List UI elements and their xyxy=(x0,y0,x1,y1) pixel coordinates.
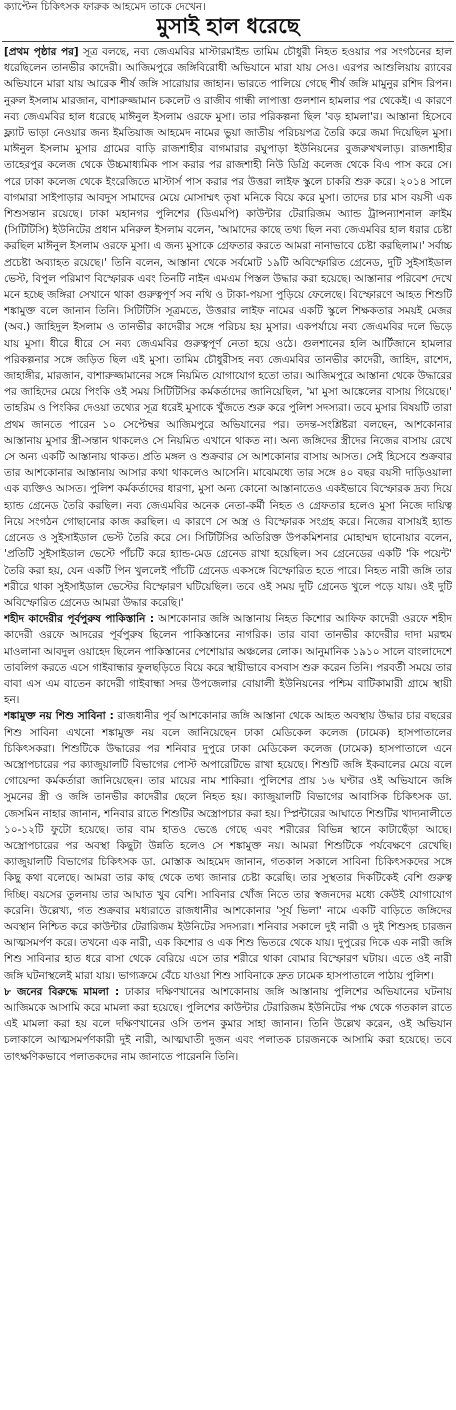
article-paragraph xyxy=(4,44,452,611)
paragraph-text: সূত্র বলছে, নব্য জেএমবির মাস্টারমাইন্ড তামিম চৌধুরী নিহত হওয়ার পর সংগঠনের হাল ধরেছিলেন তানভীর কাদেরী। আজিমপুরে জঙ্গিবিরোধী অভিযানে মারা যায় সেও। এরপর আশুলিয়ায় র‍্যাবের অভিযানে মারা যায় আরেক শীর্ষ জঙ্গি সারোয়ার জাহান। ভারতে পালিয়ে গেছে শীর্ষ জঙ্গি মামুনুর রশিদ রিপন। নুরুল ইসলাম মারজান, বাশারুজ্জামান চকলেট ও রাজীব গান্ধী লাপাত্তা গুলশান হামলার পর থেকেই। এ কারণে নব্য জেএমবির হাল ধরেছে মাঈনুল ইসলাম ওরফে মুসা। তার পরিকল্পনা ছিল 'বড় হামলা'র। আস্তানা হিসেবে ফ্ল্যাট ভাড়া নেওয়ার জন্য ইমতিয়াজ আহমেদ নামের ভুয়া জাতীয় পরিচয়পত্র তৈরি করে জমা দিয়েছিল মুসা। মাঈনুল ইসলাম মুসার গ্রামের বাড়ি রাজশাহীর বাগমারার রঘুপাড়া ইউনিয়নের বুজরুখখলাড়। রাজশাহীর তাহেরপুর কলেজ থেকে উচ্চমাধ্যমিক পাস করার পর রাজশাহী নিউ ডিগ্রি কলেজ থেকে বিএ পাস করে সে। পরে ঢাকা কলেজ থেকে ইংরেজিতে মাস্টার্স পাস করার পর উত্তরা লাইফ স্কুলে চাকরি শুরু করে। ২০১৪ সালে বাগমারা সাইপাড়ার আবদুস সামাদের মেয়ে মোসাম্মৎ তৃষা মনিকে বিয়ে করে মুসা। তাদের চার মাস বয়সী এক শিশুসন্তান রয়েছে। ঢাকা মহানগর পুলিশের (ডিএমপি) কাউন্টার টেরারিজম অ্যান্ড ট্রান্সন্যাশনাল ক্রাইম (সিটিটিসি) ইউনিটের প্রধান মনিরুল ইসলাম বলেন, 'আমাদের কাছে তথ্য ছিল নব্য জেএমবির হাল ধরার চেষ্টা করছিল মাঈনুল ইসলাম ওরফে মুসা। এ জন্য মুসাকে গ্রেফতার করতে আমরা নানাভাবে চেষ্টা করছিলাম।' সর্বাচ্চ প্রচেষ্টা অব্যাহত রয়েছে।' তিনি বলেন, আস্তানা থেকে সর্বমোট ১৯টি অবিস্ফোরিত গ্রেনেড, দুটি সুইসাইডাল ভেস্ট, বিপুল পরিমাণ বিস্ফোরক এবং তিনটি নাইন এমএম পিস্তল উদ্ধার করা হয়েছে। আস্তানার পরিবেশ দেখে মনে হচ্ছে জঙ্গিরা সেখানে থাকা গুরুত্বপূর্ণ সব নথি ও টাকা-পয়সা পুড়িয়ে ফেলেছে। বিস্ফোরণে আহত শিশুটি শঙ্কামুক্ত বলে জানান তিনি। সিটিটিসি সূত্রমতে, উত্তরার লাইফ নামের একটি স্কুলে শিক্ষকতার সময়ই মেজর (অব.) জাহিদুল ইসলাম ও তানভীর কাদেরীর সঙ্গে পরিচয় হয় মুসার। একপর্যায়ে নব্য জেএমবির দলে ভিড়ে যায় মুসা। ধীরে ধীরে সে নব্য জেএমবির গুরুত্বপূর্ণ নেতা হয়ে ওঠে। গুলশানের হলি আর্টিজানে হামলার পরিকল্পনার সঙ্গে জড়িত ছিল এই মুসা। তামিম চৌধুরীসহ নব্য জেএমবির তানভীর কাদেরী, জাহিদ, রাশেদ, জাহাঙ্গীর, মারজান, বাশারুজ্জামানের সঙ্গে নিয়মিত যোগাযোগ হতো তার। আজিমপুরে আস্তানা থেকে উদ্ধারের পর জাহিদের মেয়ে পিংকি ওই সময় সিটিটিসির কর্মকর্তাদের জানিয়েছিল, 'মা মুসা আঙ্কেলের বাসায় গিয়েছে।' তাহরিম ও পিংকির দেওয়া তথ্যের সূত্র ধরেই মুসাকে খুঁজতে শুরু করে পুলিশ সদস্যরা। তবে মুসার বিষয়টি তারা প্রথম জানতে পারেন ১০ সেপ্টেম্বর আজিমপুরে অভিযানের পর। তদন্ত-সংশ্লিষ্টরা বলছেন, আশকোনার আস্তানায় মুসার স্ত্রী-সন্তান থাকলেও সে নিয়মিত এখানে থাকত না। অন্য জঙ্গিদের স্ত্রীদের নিজের বাসায় রেখে সে অন্য একটি আস্তানায় থাকত। প্রতি মঙ্গল ও শুক্রবার সে আশকোনার বাসায় আসত। সেই হিসেবে শুক্রবার তার আশকোনার আস্তানায় আসার কথা থাকলেও আসেনি। মাঝেমধ্যে তার সঙ্গে ৪০ বছর বয়সী দাড়িওয়ালা এক ব্যক্তিও আসত। পুলিশ কর্মকর্তাদের ধারণা, মুসা অন্য কোনো আস্তানাতেও একইভাবে বিস্ফোরক দ্রব্য দিয়ে হ্যান্ড গ্রেনেড তৈরি করছিল। নব্য জেএমবির অনেক নেতা-কর্মী নিহত ও গ্রেফতার হলেও মুসা নিজে দায়িত্ব নিয়ে সংগঠন গোছানোর কাজ করছিল। এ কারণে সে অস্ত্র ও বিস্ফোরক সংগ্রহ করে। নিজের বাসায়ই হ্যান্ড গ্রেনেড ও সুইসাইডাল ভেস্ট তৈরি করে সে। সিটিটিসির অতিরিক্ত উপকমিশনার মোহাম্মদ ছানোয়ার বলেন, 'প্রতিটি সুইসাইডাল ভেস্টে পাঁচটি করে হ্যান্ড-মেড গ্রেনেড রাখা হয়েছিল। সব গ্রেনেডের একটি 'কি পয়েন্ট' তৈরি করা হয়, যেন একটি পিন খুললেই পাঁচটি গ্রেনেড একসঙ্গে বিস্ফোরিত হতে পারে। নিহত নারী জঙ্গি তার শরীরে থাকা সুইসাইডাল ভেস্টের বিস্ফোরণ ঘটিয়েছিল। তবে ওই সময় দুটি গ্রেনেড খুলে পড়ে যায়। ওই দুটি অবিস্ফোরিত গ্রেনেড আমরা উদ্ধার করেছি।' xyxy=(4,46,452,609)
previous-article-tail: ক্যাপ্টেন চিকিৎসক ফারুক আহমেদ তাকে দেখেন। xyxy=(4,1,206,13)
headline-divider xyxy=(2,41,454,42)
continued-from-label: [প্রথম পৃষ্ঠার পর] xyxy=(4,46,79,58)
article-paragraph xyxy=(4,611,452,708)
paragraph-text: ঢাকার দক্ষিণখানের আশকোনায় জঙ্গি আস্তানায় পুলিশের অভিযানের ঘটনায় আজিমকে আসামি করে মামলা করা হয়েছে। পুলিশের কাউন্টার টেরারিজম ইউনিটের পক্ষ থেকে গতকাল রাতে এই মামলা করা হয় বলে দক্ষিণখানের ওসি তপন কুমার সাহা জানান। তিনি উল্লেখ করেন, ওই অভিযান চলাকালে আত্মসমর্পণকারী দুই নারী, আত্মঘাতী দুজন এবং পলাতক চারজনকে আসামি করা হয়েছে। তবে তাৎক্ষণিকভাবে পলাতকদের নাম জানাতে পারেননি তিনি। xyxy=(4,985,452,1063)
article-paragraph xyxy=(4,708,452,983)
subheading: শহীদ কাদেরীর পূর্বপুরুষ পাকিস্তানি : xyxy=(4,613,154,626)
article-body xyxy=(4,44,452,1406)
article-headline: মুসাই হাল ধরেছে xyxy=(156,13,300,38)
paragraph-text: আশকোনার জঙ্গি আস্তানায় নিহত কিশোর আফিফ কাদেরী ওরফে শহীদ কাদেরী ওরফে আদরের পূর্বপুরুষ ছিলেন পাকিস্তানের নাগরিক। তার বাবা তানভীর কাদেরীর দাদা মরহুম মাওলানা আবদুল ওয়াহেদ ছিলেন পাকিস্তানের পেশোয়ার অঞ্চলের লোক। আনুমানিক ১৯১০ সালে বাংলাদেশে তাবলিগ করতে এসে গাইবান্ধার ফুলছড়িতে বিয়ে করে স্থায়ীভাবে বসবাস শুরু করেন তিনি। পরবর্তী সময়ে তার বাবা এস এম বাতেন কাদেরী গাইবান্ধা সদর উপজেলার বোয়ালী ইউনিয়নের পশ্চিম বাটিকামারী গ্রামে স্থায়ী হন। xyxy=(4,613,452,707)
article-paragraph xyxy=(4,984,452,1065)
subheading: ৮ জনের বিরুদ্ধে মামলা : xyxy=(4,985,120,998)
paragraph-text: রাজধানীর পূর্ব আশকোনার জঙ্গি আস্তানা থেকে আহত অবস্থায় উদ্ধার চার বছরের শিশু সাবিনা এখনো শঙ্কামুক্ত নয় বলে জানিয়েছেন ঢাকা মেডিকেল কলেজ (ঢামেক) হাসপাতালের চিকিৎসকরা। শিশুটিকে উদ্ধারের পর শনিবার দুপুরে ঢাকা মেডিকেল কলেজ (ঢামেক) হাসপাতালে এনে অস্ত্রোপচারের পর ক্যাজুয়ালটি বিভাগের পোস্ট অপারেটিভে রাখা হয়েছে। শিশুটি জঙ্গি ইকবালের মেয়ে বলে গোয়েন্দা কর্মকর্তারা জানিয়েছেন। তার মায়ের নাম শাকিরা। পুলিশের প্রায় ১৬ ঘণ্টার ওই অভিযানে জঙ্গি সুমনের স্ত্রী ও জঙ্গি তানভীর কাদেরীর ছেলে নিহত হয়। ক্যাজুয়ালটি বিভাগের আবাসিক চিকিৎসক ডা. জেসমিন নাহার জানান, শনিবার রাতে শিশুটির অস্ত্রোপচার করা হয়। স্প্লিন্টারের আঘাতে শিশুটির খাদ্যনালীতে ১০-১২টি ফুটো হয়েছে। তার বাম হাতও ভেঙে গেছে এবং শরীরের বিভিন্ন স্থানে কাটাছেঁড়া আছে। অস্ত্রোপচারের পর অবস্থা কিছুটা উন্নতি হলেও সে শঙ্কামুক্ত নয়। আমরা শিশুটিকে পর্যবেক্ষণে রেখেছি। ক্যাজুয়ালটি বিভাগের চিকিৎসক ডা. মোস্তাক আহমেদ জানান, গতকাল সকালে সাবিনা চিকিৎসকদের সঙ্গে কিছু কথা বলেছে। আমরা তার কাছ থেকে তথ্য জানার চেষ্টা করেছি। তার সুস্থতার দিকটিকেই বেশি গুরুত্ব দিচ্ছি। বয়সের তুলনায় তার আঘাত খুব বেশি। সাবিনার খোঁজ নিতে তার স্বজনদের মধ্যে কেউই যোগাযোগ করেনি। উল্লেখ্য, গত শুক্রবার মধ্যরাতে রাজধানীর আশকোনার 'সূর্য ভিলা' নামে একটি বাড়িতে জঙ্গিদের অবস্থান নিশ্চিত করে কাউন্টার টেরারিজম ইউনিটের সদস্যরা। শনিবার সকালে দুই নারী ও দুই শিশুসহ চারজন আত্মসমর্পণ করে। তখনো এক নারী, এক কিশোর ও এক শিশু ভিতরে থেকে যায়। দুপুরের দিকে এক নারী জঙ্গি শিশু সাবিনার হাত ধরে বাসা থেকে বেরিয়ে এসে তার শরীরে থাকা বোমার বিস্ফোরণ ঘটায়। এতে ওই নারী জঙ্গি ঘটনাস্থলেই মারা যায়। ভাগ্যক্রমে বেঁচে যাওয়া শিশু সাবিনাকে দ্রুত ঢামেক হাসপাতালে পাঠায় পুলিশ। xyxy=(4,710,452,982)
subheading: শঙ্কামুক্ত নয় শিশু সাবিনা : xyxy=(4,710,114,723)
